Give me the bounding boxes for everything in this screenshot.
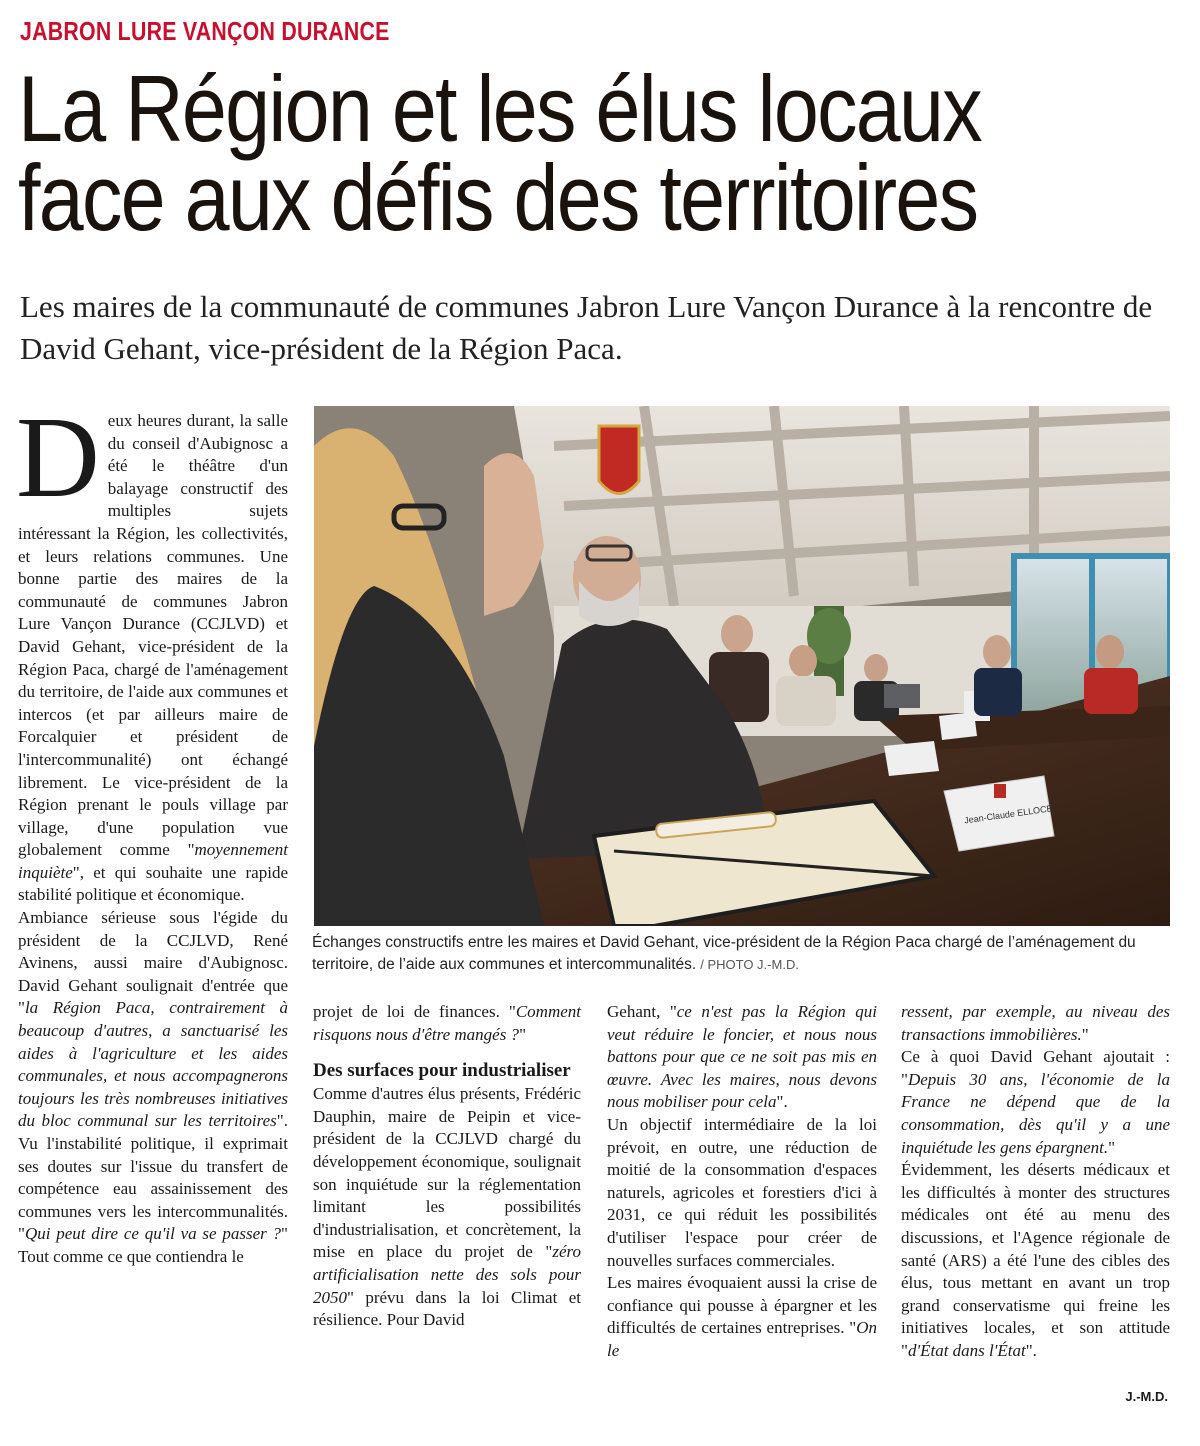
article-paragraph (16, 394, 288, 907)
headline-line-2: face aux défis des territoires (18, 145, 978, 250)
article-column-4 (901, 1001, 1170, 1363)
quote-text: d'État dans l'État (907, 1340, 1026, 1360)
paragraph-text: Évidemment, les déserts médicaux et les difficultés à monter des structures médicales ont été au menu des discussions, et l'Agence régionale de santé (ARS) a été l'une des cibles des élus, tous mettant en avant un trop grand conservatisme qui freine les initiatives locales, et son attitude " (901, 1160, 1170, 1360)
article-column-2 (313, 1001, 581, 1332)
paragraph-text: eux heures durant, la salle du conseil d'Aubignosc a été le théâtre d'un balayage constructif des multiples sujets intéressant la Région, les collectivités, et leurs relations communes. Une bonne partie des maires de la communauté de communes Jabron Lure Vançon Durance (CCJLVD) et David Gehant, vice-président de la Région Paca, chargé de l'aménagement du territoire, de l'aide aux communes et intercos (et par ailleurs maire de Forcalquier et président de l'intercommunalité) ont échangé librement. Le vice-président de la Région prenant le pouls village par village, d'une population vue globalement comme " (18, 411, 288, 860)
paragraph-text: " prévu dans la loi Climat et résilience. Pour David (313, 1287, 581, 1330)
paragraph-text: ", et qui souhaite une rapide stabilité politique et économique. (18, 862, 288, 905)
quote-text: Qui peut dire ce qu'il va se passer ? (24, 1224, 282, 1244)
article-subheading: Des surfaces pour industrialiser (313, 1060, 571, 1082)
photo-credit: / PHOTO J.-M.D. (700, 957, 799, 972)
meeting-photo-icon (314, 406, 1170, 926)
article-photo (314, 406, 1170, 926)
paragraph-text: " (1108, 1137, 1116, 1157)
paragraph-text: Ce à quoi David Gehant ajoutait : " (901, 1047, 1170, 1089)
headline (18, 56, 1198, 250)
nameplate-text: Jean-Claude ELLOCE (963, 803, 1054, 826)
quote-text: ressent, par exemple, au niveau des transactions immobilières. (901, 1002, 1170, 1044)
paragraph-text: Gehant, " (607, 1002, 677, 1021)
article-paragraph (901, 1046, 1170, 1159)
paragraph-text: projet de loi de finances. " (313, 1002, 516, 1021)
article-paragraph (313, 1001, 581, 1046)
quote-text: zéro artificialisation nette des sols pour 2050 (313, 1242, 581, 1307)
quote-text: On le (607, 1318, 877, 1360)
paragraph-text: Comme d'autres élus présents, Frédéric Dauphin, maire de Peipin et vice-président de la CCJLVD chargé du développement économique, soulignait son inquiétude sur la réglementation limitant les possibilités d'industrialisation, et concrètement, la mise en place du projet de " (313, 1084, 581, 1262)
quote-text: Depuis 30 ans, l'économie de la France ne dépend que de la consommation, dès qu'il y a une inquiétude les gens épargnent. (901, 1069, 1170, 1157)
standfirst: Les maires de la communauté de communes Jabron Lure Vançon Durance à la rencontre de David Gehant, vice-président de la Région Paca. (20, 289, 1153, 366)
paragraph-text: " Tout comme ce que contiendra le (18, 1224, 288, 1266)
article-paragraph (607, 1001, 877, 1114)
article-paragraph (901, 1159, 1170, 1362)
paragraph-text: Ambiance sérieuse sous l'égide du président de la CCJLVD, René Avinens, aussi maire d'Aubignosc. David Gehant soulignait d'entrée que " (18, 908, 288, 1018)
caption-text: Échanges constructifs entre les maires et David Gehant, vice-président de la Région Paca chargé de l’aménagement du territoire, de l’aide aux communes et intercommunalités. (312, 934, 1136, 973)
quote-text: moyennement inquiète (18, 840, 288, 882)
paragraph-text: ". (1025, 1340, 1037, 1360)
paragraph-text: " (1081, 1024, 1089, 1044)
paragraph-text: ". (776, 1092, 788, 1112)
article-paragraph (18, 907, 288, 1269)
paragraph-text: Les maires évoquaient aussi la crise de confiance qui pousse à épargner et les difficultés de certaines entreprises. " (607, 1273, 877, 1338)
paragraph-text: ". Vu l'instabilité politique, il exprimait ses doutes sur l'issue du transfert de compétence eau assainissement des communes vers les intercommunalités. " (18, 1111, 288, 1244)
drop-cap: D (16, 394, 100, 522)
photo-caption (312, 932, 1174, 976)
article-column-3 (607, 1001, 877, 1363)
article-paragraph (313, 1083, 581, 1332)
headline-line-1: La Région et les élus locaux (18, 56, 981, 161)
paragraph-text: " (519, 1024, 527, 1044)
quote-text: ce n'est pas la Région qui veut réduire le foncier, et nous nous battons pour que ce ne soit pas mis en œuvre. Avec les maires, nous devons nous mobiliser pour cela (607, 1002, 878, 1112)
article-paragraph: Un objectif intermédiaire de la loi prévoit, en outre, une réduction de moitié de la consommation d'espaces naturels, agricoles et forestiers d'ici à 2031, ce qui réduit les possibilités d'utiliser l'espace pour créer de nouvelles surfaces commerciales. (607, 1114, 877, 1270)
quote-text: la Région Paca, contrairement à beaucoup d'autres, a sanctuarisé les aides à l'agriculture et les aides communales, et nous accompagnerons toujours les très nombreuses initiatives du bloc communal sur les territoires (18, 998, 288, 1131)
article-paragraph (607, 1272, 877, 1362)
author-signature: J.-M.D. (1125, 1389, 1168, 1404)
article-paragraph (901, 1001, 1170, 1046)
article-column-1 (16, 394, 288, 1269)
quote-text: Comment risquons nous d'être mangés ? (313, 1002, 581, 1044)
section-kicker: JABRON LURE VANÇON DURANCE (20, 16, 390, 46)
